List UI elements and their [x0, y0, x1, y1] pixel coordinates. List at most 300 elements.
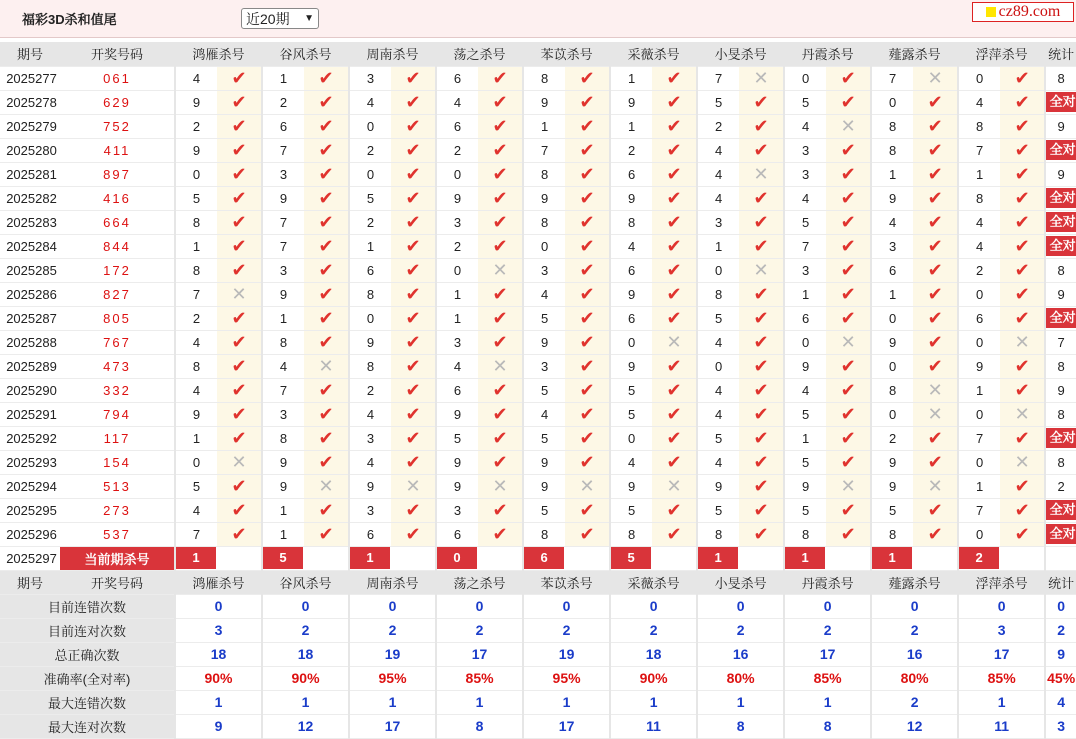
result-cell: [739, 498, 784, 522]
result-cell: [391, 498, 436, 522]
summary-value: 1: [784, 690, 871, 714]
result-cell: [217, 402, 262, 426]
check-icon: ✔: [231, 260, 247, 280]
check-icon: ✔: [927, 332, 943, 352]
table-row: [0, 282, 1076, 306]
result-cell: [1000, 258, 1045, 282]
cross-icon: ✕: [492, 260, 508, 280]
kill-number: 0: [871, 354, 913, 378]
period-select-value: 近20期: [246, 10, 290, 27]
kill-number: 5: [697, 306, 739, 330]
result-cell: [217, 114, 262, 138]
kill-number: 9: [871, 330, 913, 354]
result-cell: [1000, 114, 1045, 138]
result-cell: [478, 498, 523, 522]
result-cell: [304, 66, 349, 90]
cross-icon: ✕: [753, 260, 769, 280]
result-cell: [391, 522, 436, 546]
check-icon: ✔: [579, 332, 595, 352]
summary-value: 0: [436, 594, 523, 618]
check-icon: ✔: [927, 116, 943, 136]
draw-number: 513: [60, 474, 175, 498]
table-row: [0, 66, 1076, 90]
result-cell: [913, 306, 958, 330]
result-cell: [652, 426, 697, 450]
summary-value: 8: [784, 714, 871, 738]
check-icon: ✔: [318, 452, 334, 472]
kill-number: 3: [349, 498, 391, 522]
kill-number: 0: [958, 522, 1000, 546]
draw-number: 537: [60, 522, 175, 546]
summary-value: 3: [958, 618, 1045, 642]
summary-value: 17: [523, 714, 610, 738]
kill-number: 9: [523, 474, 565, 498]
result-cell: [652, 450, 697, 474]
result-cell: [478, 474, 523, 498]
result-cell: [565, 210, 610, 234]
summary-value: 85%: [784, 666, 871, 690]
result-cell: [652, 378, 697, 402]
check-icon: ✔: [318, 68, 334, 88]
kill-number: 3: [523, 354, 565, 378]
kill-number: 4: [175, 330, 217, 354]
result-cell: [391, 306, 436, 330]
cross-icon: ✕: [231, 284, 247, 304]
kill-number: 9: [610, 90, 652, 114]
kill-number: 9: [697, 474, 739, 498]
check-icon: ✔: [492, 428, 508, 448]
result-cell: [478, 378, 523, 402]
kill-number: 4: [436, 354, 478, 378]
result-cell: [478, 354, 523, 378]
kill-number: 4: [784, 378, 826, 402]
summary-value: 4: [1045, 690, 1076, 714]
check-icon: ✔: [231, 164, 247, 184]
check-icon: ✔: [1014, 260, 1030, 280]
result-cell: [913, 162, 958, 186]
cross-icon: ✕: [1014, 332, 1030, 352]
kill-number: 8: [523, 522, 565, 546]
column-header: 小旻杀号: [697, 42, 784, 66]
check-icon: ✔: [405, 212, 421, 232]
result-cell: [913, 450, 958, 474]
kill-number: 5: [784, 210, 826, 234]
result-cell: [652, 138, 697, 162]
kill-number: 1: [958, 378, 1000, 402]
kill-number: 7: [262, 234, 304, 258]
result-cell: [391, 162, 436, 186]
result-cell: [478, 330, 523, 354]
summary-value: 45%: [1045, 666, 1076, 690]
check-icon: ✔: [666, 500, 682, 520]
check-icon: ✔: [666, 308, 682, 328]
draw-number: 473: [60, 354, 175, 378]
kill-number: 8: [697, 522, 739, 546]
kill-number: 2: [349, 210, 391, 234]
check-icon: ✔: [753, 524, 769, 544]
result-cell: [1000, 474, 1045, 498]
result-cell: [826, 258, 871, 282]
check-icon: ✔: [753, 284, 769, 304]
check-icon: ✔: [579, 356, 595, 376]
check-icon: ✔: [492, 212, 508, 232]
kill-number: 4: [784, 186, 826, 210]
cross-icon: ✕: [492, 356, 508, 376]
result-cell: [565, 138, 610, 162]
check-icon: ✔: [492, 500, 508, 520]
result-cell: [565, 426, 610, 450]
result-cell: [217, 522, 262, 546]
check-icon: ✔: [840, 140, 856, 160]
column-header: 统计: [1045, 42, 1076, 66]
column-header: 苯苡杀号: [523, 42, 610, 66]
check-icon: ✔: [840, 428, 856, 448]
table-row: [0, 306, 1076, 330]
summary-label: 准确率(全对率): [0, 666, 175, 690]
kill-number: 4: [697, 450, 739, 474]
result-cell: [478, 306, 523, 330]
stat-cell: 9: [1045, 114, 1076, 138]
draw-number: 172: [60, 258, 175, 282]
result-cell: [826, 210, 871, 234]
kill-number: 9: [262, 450, 304, 474]
check-icon: ✔: [1014, 92, 1030, 112]
kill-number: 5: [610, 498, 652, 522]
summary-value: 17: [349, 714, 436, 738]
column-header: 开奖号码: [60, 570, 175, 594]
issue-number: 2025295: [0, 498, 60, 522]
check-icon: ✔: [231, 116, 247, 136]
kill-number: 9: [610, 186, 652, 210]
check-icon: ✔: [927, 500, 943, 520]
kill-number: 5: [436, 426, 478, 450]
result-cell: [739, 258, 784, 282]
summary-value: 0: [871, 594, 958, 618]
check-icon: ✔: [1014, 212, 1030, 232]
kill-number: 7: [175, 282, 217, 306]
table-row: [0, 402, 1076, 426]
result-cell: [304, 162, 349, 186]
period-select[interactable]: [241, 8, 319, 29]
result-cell: [478, 138, 523, 162]
result-cell: [739, 330, 784, 354]
summary-value: 90%: [262, 666, 349, 690]
check-icon: ✔: [666, 260, 682, 280]
kill-number: 9: [436, 450, 478, 474]
result-cell: [217, 234, 262, 258]
kill-number: 1: [871, 282, 913, 306]
result-cell: [565, 498, 610, 522]
kill-number: 7: [958, 498, 1000, 522]
kill-number: 8: [262, 330, 304, 354]
kill-number: 7: [958, 426, 1000, 450]
kill-number: 4: [958, 234, 1000, 258]
result-cell: [652, 162, 697, 186]
check-icon: ✔: [405, 164, 421, 184]
summary-value: 0: [349, 594, 436, 618]
result-cell: [826, 474, 871, 498]
result-cell: [217, 258, 262, 282]
result-cell: [913, 186, 958, 210]
check-icon: ✔: [753, 452, 769, 472]
check-icon: ✔: [492, 140, 508, 160]
draw-number: 805: [60, 306, 175, 330]
check-icon: ✔: [840, 260, 856, 280]
check-icon: ✔: [1014, 188, 1030, 208]
result-cell: [565, 306, 610, 330]
summary-value: 90%: [175, 666, 262, 690]
cross-icon: ✕: [231, 452, 247, 472]
kill-number: 7: [262, 138, 304, 162]
result-cell: [652, 66, 697, 90]
current-kill-number: 1: [350, 547, 390, 569]
summary-value: 17: [436, 642, 523, 666]
kill-number: 0: [958, 282, 1000, 306]
kill-number: 5: [523, 378, 565, 402]
result-cell: [478, 234, 523, 258]
current-kill-number: 5: [263, 547, 303, 569]
check-icon: ✔: [492, 236, 508, 256]
kill-number: 8: [175, 258, 217, 282]
result-cell: [652, 330, 697, 354]
current-kill-cell: [958, 546, 1045, 570]
check-icon: ✔: [753, 500, 769, 520]
check-icon: ✔: [840, 284, 856, 304]
kill-number: 4: [697, 378, 739, 402]
kill-number: 4: [349, 90, 391, 114]
result-cell: [913, 474, 958, 498]
summary-value: 2: [871, 690, 958, 714]
kill-number: 8: [871, 522, 913, 546]
check-icon: ✔: [492, 92, 508, 112]
check-icon: ✔: [666, 236, 682, 256]
draw-number: 117: [60, 426, 175, 450]
summary-value: 2: [1045, 618, 1076, 642]
summary-value: 0: [175, 594, 262, 618]
result-cell: [391, 90, 436, 114]
kill-number: 2: [958, 258, 1000, 282]
summary-value: 19: [349, 642, 436, 666]
site-logo[interactable]: [972, 2, 1074, 22]
result-cell: [217, 306, 262, 330]
kill-number: 9: [871, 186, 913, 210]
check-icon: ✔: [927, 164, 943, 184]
result-cell: [304, 330, 349, 354]
check-icon: ✔: [927, 188, 943, 208]
draw-number: 629: [60, 90, 175, 114]
current-period-label: 当前期杀号: [60, 546, 175, 570]
check-icon: ✔: [1014, 476, 1030, 496]
result-cell: [1000, 498, 1045, 522]
check-icon: ✔: [840, 188, 856, 208]
result-cell: [913, 522, 958, 546]
summary-value: 90%: [610, 666, 697, 690]
kill-number: 9: [262, 474, 304, 498]
check-icon: ✔: [579, 260, 595, 280]
check-icon: ✔: [231, 380, 247, 400]
kill-number: 5: [523, 306, 565, 330]
draw-number: 664: [60, 210, 175, 234]
stat-cell: [1045, 90, 1076, 114]
issue-number: 2025292: [0, 426, 60, 450]
kill-number: 9: [175, 90, 217, 114]
result-cell: [1000, 210, 1045, 234]
summary-value: 9: [1045, 642, 1076, 666]
kill-number: 1: [610, 114, 652, 138]
result-cell: [304, 258, 349, 282]
summary-value: 18: [610, 642, 697, 666]
current-kill-number: 1: [176, 547, 216, 569]
kill-number: 1: [523, 114, 565, 138]
check-icon: ✔: [666, 428, 682, 448]
result-cell: [652, 354, 697, 378]
result-cell: [565, 162, 610, 186]
summary-row: [0, 714, 1076, 738]
check-icon: ✔: [492, 404, 508, 424]
result-cell: [217, 66, 262, 90]
check-icon: ✔: [1014, 308, 1030, 328]
check-icon: ✔: [753, 308, 769, 328]
result-cell: [1000, 402, 1045, 426]
result-cell: [913, 90, 958, 114]
kill-number: 5: [610, 378, 652, 402]
kill-number: 8: [958, 114, 1000, 138]
check-icon: ✔: [927, 524, 943, 544]
stat-cell: [1045, 210, 1076, 234]
kill-number: 5: [523, 498, 565, 522]
stat-cell: [1045, 426, 1076, 450]
kill-number: 1: [958, 162, 1000, 186]
summary-value: 95%: [523, 666, 610, 690]
cross-icon: ✕: [927, 404, 943, 424]
result-cell: [1000, 234, 1045, 258]
kill-number: 4: [610, 450, 652, 474]
kill-number: 3: [871, 234, 913, 258]
kill-number: 0: [697, 258, 739, 282]
check-icon: ✔: [1014, 356, 1030, 376]
result-cell: [565, 282, 610, 306]
issue-number: 2025277: [0, 66, 60, 90]
cross-icon: ✕: [492, 476, 508, 496]
chevron-down-icon: ▼: [304, 13, 314, 24]
issue-number: 2025297: [0, 546, 60, 570]
result-cell: [391, 186, 436, 210]
check-icon: ✔: [666, 356, 682, 376]
result-cell: [478, 450, 523, 474]
check-icon: ✔: [492, 68, 508, 88]
check-icon: ✔: [579, 404, 595, 424]
cross-icon: ✕: [1014, 404, 1030, 424]
table-row: [0, 114, 1076, 138]
kill-number: 3: [697, 210, 739, 234]
check-icon: ✔: [666, 140, 682, 160]
check-icon: ✔: [840, 524, 856, 544]
kill-number: 9: [262, 282, 304, 306]
result-cell: [304, 450, 349, 474]
kill-number: 6: [436, 522, 478, 546]
check-icon: ✔: [753, 188, 769, 208]
table-row: [0, 138, 1076, 162]
check-icon: ✔: [231, 236, 247, 256]
issue-number: 2025286: [0, 282, 60, 306]
kill-number: 4: [871, 210, 913, 234]
kill-number: 3: [436, 330, 478, 354]
check-icon: ✔: [840, 308, 856, 328]
result-cell: [217, 354, 262, 378]
result-cell: [565, 474, 610, 498]
result-cell: [217, 282, 262, 306]
all-correct-badge: 全对: [1046, 140, 1076, 160]
all-correct-badge: 全对: [1046, 92, 1076, 112]
column-header: 周南杀号: [349, 42, 436, 66]
check-icon: ✔: [231, 332, 247, 352]
result-cell: [739, 114, 784, 138]
result-cell: [304, 378, 349, 402]
check-icon: ✔: [579, 500, 595, 520]
kill-number: 9: [175, 402, 217, 426]
check-icon: ✔: [318, 212, 334, 232]
draw-number: 897: [60, 162, 175, 186]
check-icon: ✔: [492, 452, 508, 472]
result-cell: [304, 474, 349, 498]
kill-number: 5: [784, 402, 826, 426]
kill-number: 1: [871, 162, 913, 186]
kill-number: 9: [610, 282, 652, 306]
check-icon: ✔: [231, 500, 247, 520]
result-cell: [739, 162, 784, 186]
kill-number: 1: [262, 498, 304, 522]
cross-icon: ✕: [666, 332, 682, 352]
stat-cell: 8: [1045, 450, 1076, 474]
summary-value: 0: [784, 594, 871, 618]
draw-number: 844: [60, 234, 175, 258]
check-icon: ✔: [840, 404, 856, 424]
result-cell: [652, 498, 697, 522]
result-cell: [826, 522, 871, 546]
summary-value: 0: [610, 594, 697, 618]
check-icon: ✔: [579, 140, 595, 160]
table-row: [0, 450, 1076, 474]
summary-row: [0, 618, 1076, 642]
kill-number: 2: [610, 138, 652, 162]
check-icon: ✔: [318, 404, 334, 424]
column-header: 浮萍杀号: [958, 570, 1045, 594]
check-icon: ✔: [666, 380, 682, 400]
kill-number: 0: [436, 162, 478, 186]
summary-value: 8: [697, 714, 784, 738]
kill-number: 4: [349, 450, 391, 474]
kill-number: 5: [175, 474, 217, 498]
result-cell: [826, 282, 871, 306]
check-icon: ✔: [666, 524, 682, 544]
stat-cell: 7: [1045, 330, 1076, 354]
kill-number: 9: [871, 450, 913, 474]
check-icon: ✔: [405, 524, 421, 544]
kill-number: 0: [349, 114, 391, 138]
result-cell: [1000, 66, 1045, 90]
check-icon: ✔: [579, 428, 595, 448]
result-cell: [652, 90, 697, 114]
kill-number: 9: [349, 330, 391, 354]
stat-cell: [1045, 138, 1076, 162]
check-icon: ✔: [927, 452, 943, 472]
summary-value: 2: [523, 618, 610, 642]
kill-number: 2: [697, 114, 739, 138]
check-icon: ✔: [666, 212, 682, 232]
cross-icon: ✕: [405, 476, 421, 496]
kill-number: 3: [262, 162, 304, 186]
check-icon: ✔: [318, 524, 334, 544]
